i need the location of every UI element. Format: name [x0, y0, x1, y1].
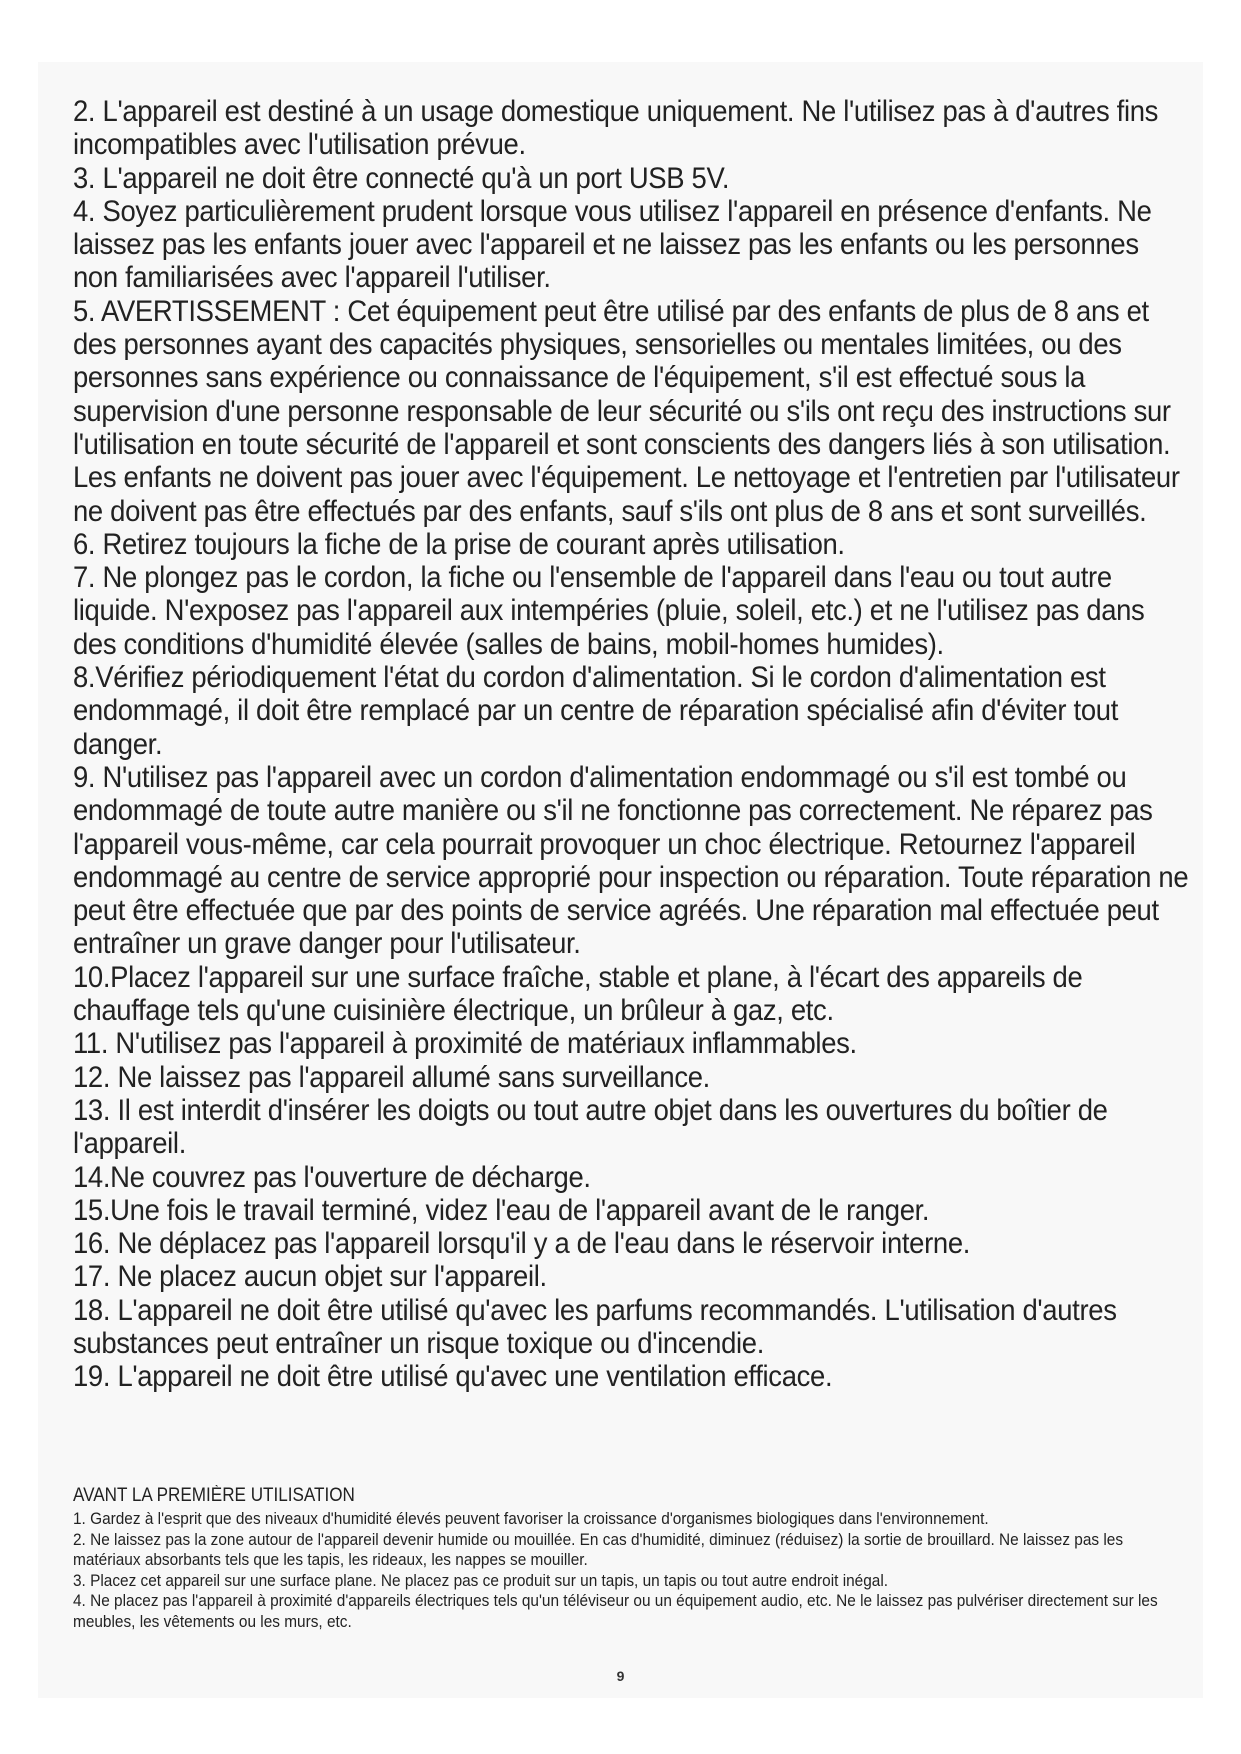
before-first-use-section	[73, 1485, 1183, 1632]
instruction-item-10: 10.Placez l'appareil sur une surface fraîche, stable et plane, à l'écart des appareils de chauffage tels qu'une cuisinière électrique, un brûleur à gaz, etc.	[73, 960, 1083, 1028]
before-first-use-item-1: 1. Gardez à l'esprit que des niveaux d'humidité élevés peuvent favoriser la croissance d'organismes biologiques dans l'environnement.	[73, 1509, 989, 1528]
instruction-item-12: 12. Ne laissez pas l'appareil allumé sans surveillance.	[73, 1060, 710, 1094]
instruction-item-4: 4. Soyez particulièrement prudent lorsque vous utilisez l'appareil en présence d'enfants. Ne laissez pas les enfants jouer avec l'appareil et ne laissez pas les enfants ou les personnes non familiarisées avec l'appareil l'utiliser.	[73, 194, 1152, 295]
instruction-item-7: 7. Ne plongez pas le cordon, la fiche ou l'ensemble de l'appareil dans l'eau ou tout autre liquide. N'exposez pas l'appareil aux intempéries (pluie, soleil, etc.) et ne l'utilisez pas dans des conditions d'humidité élevée (salles de bains, mobil-homes humides).	[73, 561, 1145, 661]
instruction-item-8: 8.Vérifiez périodiquement l'état du cordon d'alimentation. Si le cordon d'alimentation est endommagé, il doit être remplacé par un centre de réparation spécialisé afin d'éviter tout danger.	[73, 661, 1118, 761]
instruction-item-6: 6. Retirez toujours la fiche de la prise de courant après utilisation.	[73, 527, 845, 561]
instruction-item-11: 11. N'utilisez pas l'appareil à proximité de matériaux inflammables.	[73, 1027, 857, 1061]
instruction-item-3: 3. L'appareil ne doit être connecté qu'à un port USB 5V.	[73, 161, 730, 195]
before-first-use-title: AVANT LA PREMIÈRE UTILISATION	[73, 1485, 355, 1506]
instruction-item-18: 18. L'appareil ne doit être utilisé qu'avec les parfums recommandés. L'utilisation d'autres substances peut entraîner un risque toxique ou d'incendie.	[73, 1293, 1117, 1360]
instruction-item-2: 2. L'appareil est destiné à un usage domestique uniquement. Ne l'utilisez pas à d'autres fins incompatibles avec l'utilisation prévue.	[73, 95, 1159, 162]
before-first-use-item-4: 4. Ne placez pas l'appareil à proximité d'appareils électriques tels qu'un téléviseur ou un équipement audio, etc. Ne le laissez pas pulvériser directement sur les meubles, les vêtements ou les murs, etc.	[73, 1591, 1158, 1631]
instruction-item-5: 5. AVERTISSEMENT : Cet équipement peut être utilisé par des enfants de plus de 8 ans et des personnes ayant des capacités physiques, sensorielles ou mentales limitées, ou des personnes sans expérience ou connaissance de l'équipement, s'il est effectué sous la supervision d'une personne responsable de leur sécurité ou s'ils ont reçu des instructions sur l'utilisation en toute sécurité de l'appareil et sont conscients des dangers liés à son utilisation. Les enfants ne doivent pas jouer avec l'équipement. Le nettoyage et l'entretien par l'utilisateur ne doivent pas être effectués par des enfants, sauf s'ils ont plus de 8 ans et sont surveillés.	[73, 294, 1180, 528]
before-first-use-list	[73, 1509, 1183, 1632]
instruction-item-9: 9. N'utilisez pas l'appareil avec un cordon d'alimentation endommagé ou s'il est tombé ou endommagé de toute autre manière ou s'il ne fonctionne pas correctement. Ne réparez pas l'appareil vous-même, car cela pourrait provoquer un choc électrique. Retournez l'appareil endommagé au centre de service approprié pour inspection ou réparation. Toute réparation ne peut être effectuée que par des points de service agréés. Une réparation mal effectuée peut entraîner un grave danger pour l'utilisateur.	[73, 760, 1189, 961]
before-first-use-item-3: 3. Placez cet appareil sur une surface plane. Ne placez pas ce produit sur un tapis, un tapis ou tout autre endroit inégal.	[73, 1570, 889, 1590]
before-first-use-item-2: 2. Ne laissez pas la zone autour de l'appareil devenir humide ou mouillée. En cas d'humidité, diminuez (réduisez) la sortie de brouillard. Ne laissez pas les matériaux absorbants tels que les tapis, les rideaux, les nappes se mouiller.	[73, 1529, 1124, 1569]
page-number: 9	[616, 1668, 625, 1684]
safety-instructions-list	[73, 95, 1188, 1394]
instruction-item-16: 16. Ne déplacez pas l'appareil lorsqu'il y a de l'eau dans le réservoir interne.	[73, 1227, 971, 1261]
instruction-item-17: 17. Ne placez aucun objet sur l'appareil.	[73, 1260, 547, 1294]
instruction-item-13: 13. Il est interdit d'insérer les doigts ou tout autre objet dans les ouvertures du boîtier de l'appareil.	[73, 1093, 1108, 1161]
instruction-item-15: 15.Une fois le travail terminé, videz l'eau de l'appareil avant de le ranger.	[73, 1193, 930, 1227]
instruction-item-19: 19. L'appareil ne doit être utilisé qu'avec une ventilation efficace.	[73, 1360, 833, 1394]
instruction-item-14: 14.Ne couvrez pas l'ouverture de décharge.	[73, 1160, 591, 1194]
